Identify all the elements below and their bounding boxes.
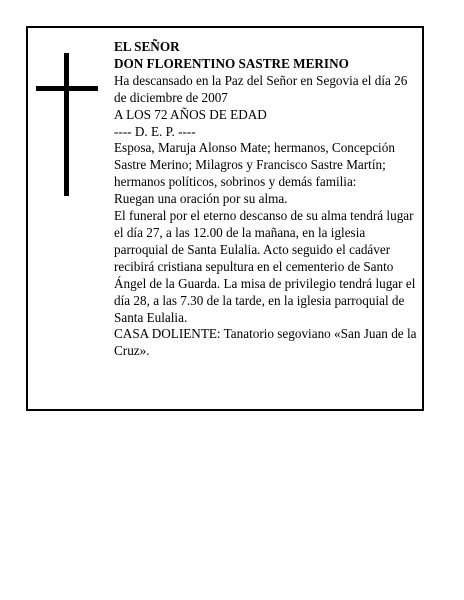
cross-vertical-bar [64,53,69,196]
death-announcement: Ha descansado en la Paz del Señor en Segovia el día 26 de diciembre de 2007 [114,72,408,105]
cross-horizontal-bar [36,86,98,91]
rip-line: ---- D. E. P. ---- [114,123,196,139]
obituary-text [114,39,420,360]
notice-title-line-1: EL SEÑOR [114,39,180,54]
deceased-name: DON FLORENTINO SASTRE MERINO [114,55,349,71]
funeral-details: El funeral por el eterno descanso de su alma tendrá lugar el día 27, a las 12.00 de la mañana, en la iglesia parroquial de Santa Eulalia. Acto seguido el cadáver recibirá cristiana sepultura en el cementerio de Santo Ángel de la Guarda. La misa de privilegio tendrá lugar el día 28, a las 7.30 de la tarde, en la iglesia parroquial de Santa Eulalia. [114,208,416,325]
cross-icon [36,53,98,196]
age-line: A LOS 72 AÑOS DE EDAD [114,106,267,122]
family-list: Esposa, Maruja Alonso Mate; hermanos, Concepción Sastre Merino; Milagros y Francisco Sastre Martín; hermanos políticos, sobrinos y demás familia: [114,140,395,190]
mourning-house: CASA DOLIENTE: Tanatorio segoviano «San Juan de la Cruz». [114,326,417,359]
prayer-request: Ruegan una oración por su alma. [114,191,288,207]
